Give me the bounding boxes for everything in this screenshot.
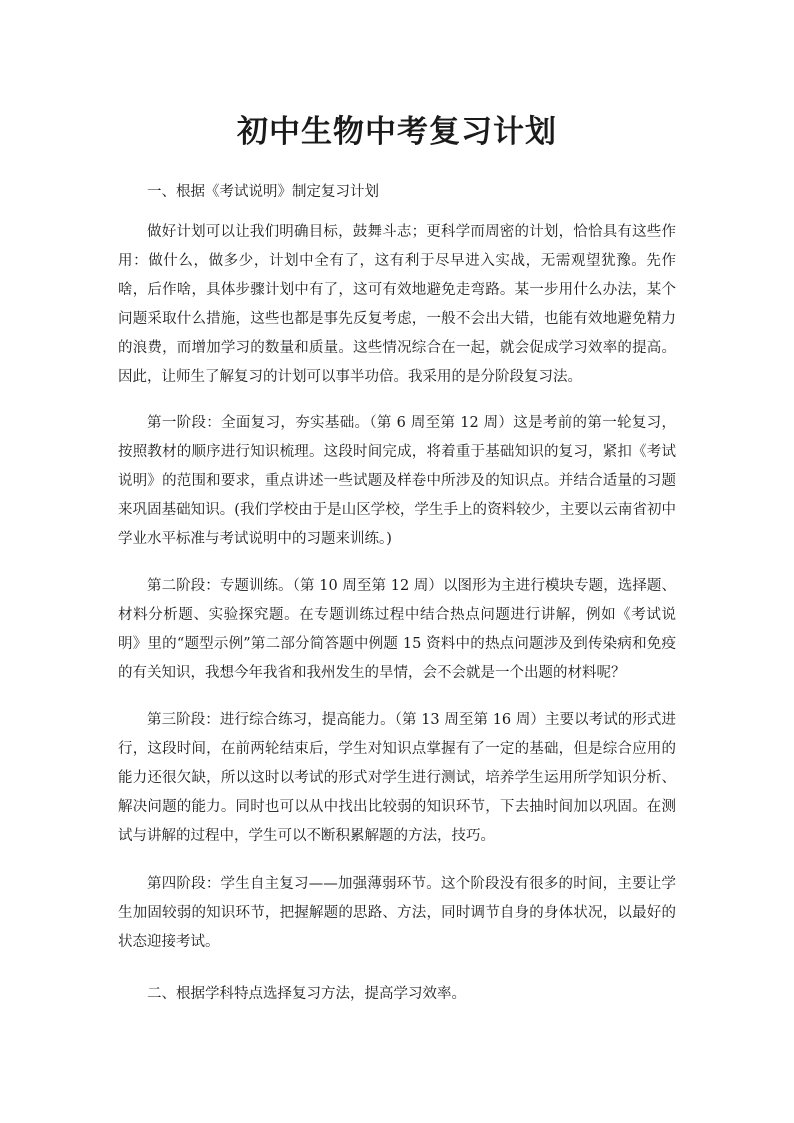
paragraph-stage-1: 第一阶段：全面复习，夯实基础。（第 6 周至第 12 周）这是考前的第一轮复习，按照教材的顺序进行知识梳理。这段时间完成，将着重于基础知识的复习，紧扣《考试说明》的范围和要求，重点讲述一些试题及样卷中所涉及的知识点。并结合适量的习题来巩固基础知识。(我们学校由于是山区学校，学生手上的资料较少，主要以云南省初中学业水平标准与考试说明中的习题来训练。)	[118, 415, 676, 547]
section-heading-2: 二、根据学科特点选择复习方法，提高学习效率。	[147, 986, 466, 1002]
paragraph-stage-2: 第二阶段：专题训练。（第 10 周至第 12 周）以图形为主进行模块专题，选择题、材料分析题、实验探究题。在专题训练过程中结合热点问题进行讲解，例如《考试说明》里的“题型示例”第二部分简答题中例题 15 资料中的热点问题涉及到传染病和免疫的有关知识，我想今年我省和我州发生的旱情，会不会就是一个出题的材料呢？	[118, 578, 676, 681]
section-heading-1: 一、根据《考试说明》制定复习计划	[147, 184, 379, 200]
paragraph-stage-3: 第三阶段：进行综合练习，提高能力。（第 13 周至第 16 周）主要以考试的形式进行，这段时间，在前两轮结束后，学生对知识点掌握有了一定的基础，但是综合应用的能力还很欠缺，所以这时以考试的形式对学生进行测试，培养学生运用所学知识分析、解决问题的能力。同时也可以从中找出比较弱的知识环节，下去抽时间加以巩固。在测试与讲解的过程中，学生可以不断积累解题的方法，技巧。	[118, 712, 676, 844]
document-title: 初中生物中考复习计划	[237, 114, 557, 150]
paragraph-stage-4: 第四阶段：学生自主复习——加强薄弱环节。这个阶段没有很多的时间，主要让学生加固较弱的知识环节，把握解题的思路、方法，同时调节自身的身体状况，以最好的状态迎接考试。	[118, 876, 676, 950]
paragraph-intro: 做好计划可以让我们明确目标，鼓舞斗志；更科学而周密的计划，恰恰具有这些作用：做什么，做多少，计划中全有了，这有利于尽早进入实战，无需观望犹豫。先作啥，后作啥，具体步骤计划中有了，这可有效地避免走弯路。某一步用什么办法，某个问题采取什么措施，这些也都是事先反复考虑，一般不会出大错，也能有效地避免精力的浪费，而增加学习的数量和质量。这些情况综合在一起，就会促成学习效率的提高。因此，让师生了解复习的计划可以事半功倍。我采用的是分阶段复习法。	[118, 224, 676, 385]
